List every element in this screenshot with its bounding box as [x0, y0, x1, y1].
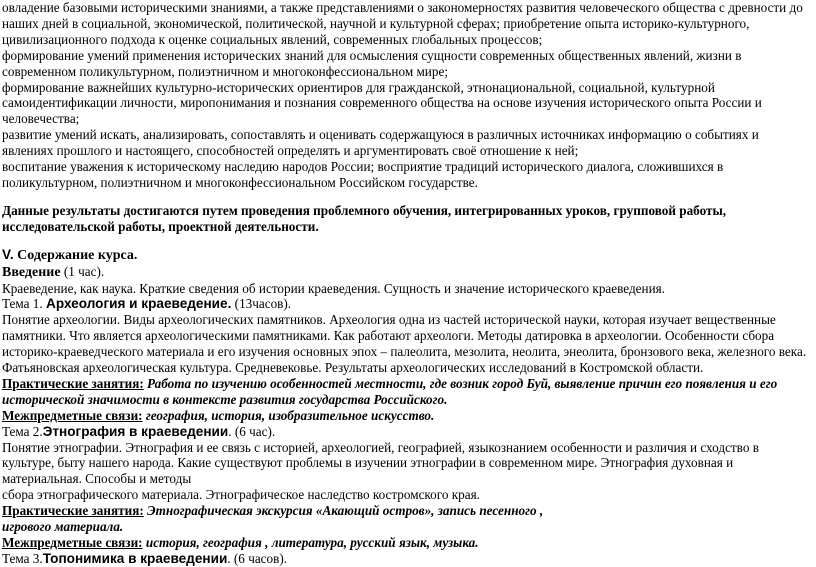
topic2-practice-label: Практические занятия:: [2, 503, 144, 519]
section-number: V.: [2, 246, 14, 262]
topic2-links-text: история, география , литература, русский язык, музыка.: [142, 535, 479, 550]
spacer: [2, 235, 812, 247]
topic1-practice-text: Работа по изучению особенностей местности, где возник город Буй, выявление причин его появления и его исторической значимости в контексте развития государства Российского.: [2, 375, 778, 407]
topic1-title: Археология и краеведение.: [46, 296, 232, 312]
topic3-hours: . (6 часов).: [227, 550, 288, 566]
topic1-practice: [2, 376, 812, 408]
topic1-links: [2, 408, 812, 424]
topic2-label: Тема 2.: [2, 423, 43, 439]
intro-text: Краеведение, как наука. Краткие сведения об истории краеведения. Сущность и значение исторического краеведения.: [2, 280, 665, 296]
topic3-heading: [2, 551, 812, 567]
topic1-hours: (13часов).: [231, 296, 292, 312]
topic2-practice-text-2: игрового материала.: [2, 519, 124, 535]
topic1-practice-label: Практические занятия:: [2, 375, 144, 391]
topic3-title: Топонимика в краеведении: [42, 550, 228, 566]
topic2-title: Этнография в краеведении: [42, 423, 229, 439]
section-title: Содержание курса.: [13, 247, 138, 263]
topic1-links-text: география, история, изобразительное искусство.: [142, 407, 435, 423]
topic2-hours: . (6 час).: [228, 423, 276, 439]
topic2-practice: [2, 503, 812, 519]
topic1-heading: [2, 296, 812, 312]
topic3-label: Тема 3.: [2, 550, 43, 566]
spacer: [2, 191, 812, 203]
section-heading: [2, 247, 812, 264]
goal-paragraph-2: формирование умений применения исторических знаний для осмысления сущности современных общественных явлений, жизни в современном поликультурном, полиэтничном и многоконфессиональном мире;: [2, 47, 742, 79]
intro-title: Введение: [2, 264, 61, 280]
topic1-label: Тема 1.: [2, 296, 46, 312]
topic2-practice-text-1: Этнографическая экскурсия «Акающий остров», запись песенного ,: [143, 503, 544, 519]
topic2-text-1: Понятие этнографии. Этнография и ее связь с историей, археологией, географией, языкознанием особенности и различия и сходство в культуре, быту нашего народа. Какие существуют проблемы в изучении этнографии в современном мире. Этнография духовная и материальная. Способы и методы: [2, 439, 759, 487]
topic2-links: [2, 535, 812, 551]
goal-paragraph-5: воспитание уважения к историческому наследию народов России; восприятие традиций исторического диалога, сложившихся в поликультурном, полиэтничном и многоконфессиональном Российском государстве.: [2, 159, 724, 190]
topic2-text-2: сбора этнографического материала. Этнографическое наследство костромского края.: [2, 487, 480, 503]
topic2-links-label: Межпредметные связи:: [2, 535, 143, 550]
intro-heading: [2, 264, 812, 281]
topic1-links-label: Межпредметные связи:: [2, 407, 143, 423]
results-statement: Данные результаты достигаются путем проведения проблемного обучения, интегрированных уроков, групповой работы, исследовательской работы, проектной деятельности.: [2, 202, 727, 234]
topic2-heading: [2, 424, 812, 440]
goal-paragraph-1: овладение базовыми историческими знаниями, а также представлениями о закономерностях развития человеческого общества с древности до наших дней в социальной, экономической, политической, научной и культурной сферах; приобретение опыта историко-культурного, цивилизационного подхода к оценке социальных явлений, современных глобальных процессов;: [2, 0, 803, 47]
goal-paragraph-4: развитие умений искать, анализировать, сопоставлять и оценивать содержащуюся в различных источниках информацию о событиях и явлениях прошлого и настоящего, способностей определять и аргументировать своё отношение к ней;: [2, 127, 759, 159]
goal-paragraph-3: формирование важнейших культурно-исторических ориентиров для гражданской, этнонациональной, социальной, культурной самоидентификации личности, миропонимания и познания современного общества на основе изучения исторического опыта России и человечества;: [2, 79, 762, 127]
intro-hours: (1 час).: [60, 263, 105, 279]
topic1-text: Понятие археологии. Виды археологических памятников. Археология одна из частей исторической науки, которая изучает вещественные памятники. Что является археологическими памятниками. Как работают археологи. Методы датировка в археологии. Особенности сбора историко-краеведческого материала и его изучения основных эпох – палеолита, мезолита, неолита, энеолита, бронзового века, железного века. Фатьяновская археологическая культура. Средневековье. Результаты археологических исследований в Костромской области.: [2, 312, 807, 376]
